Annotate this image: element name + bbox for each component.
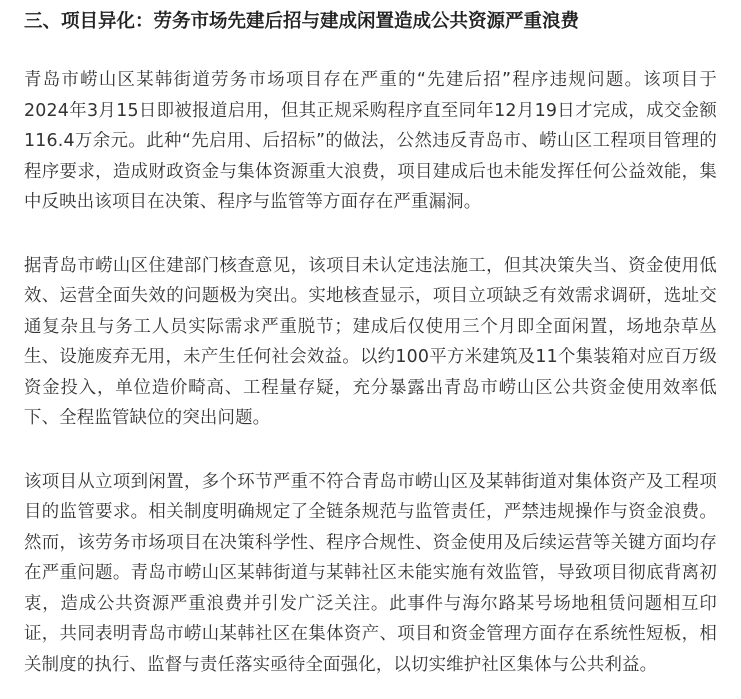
paragraph-2: 据青岛市崂山区住建部门核查意见，该项目未认定违法施工，但其决策失当、资金使用低效、运营全面失效的问题极为突出。实地核查显示，项目立项缺乏有效需求调研，选址交通复杂且与务工人员实际需求严重脱节；建成后仅使用三个月即全面闲置，场地杂草丛生、设施废弃无用，未产生任何社会效益。以约100平方米建筑及11个集装箱对应百万级资金投入，单位造价畸高、工程量存疑，充分暴露出青岛市崂山区公共资金使用效率低下、全程监管缺位的突出问题。 — [24, 255, 717, 428]
section-heading: 三、项目异化：劳务市场先建后招与建成闲置造成公共资源严重浪费 — [24, 11, 580, 32]
paragraph-3: 该项目从立项到闲置，多个环节严重不符合青岛市崂山区及某韩街道对集体资产及工程项目的监管要求。相关制度明确规定了全链条规范与监管责任，严禁违规操作与资金浪费。然而，该劳务市场项目在决策科学性、程序合规性、资金使用及后续运营等关键方面均存在严重问题。青岛市崂山区某韩街道与某韩社区未能实施有效监管，导致项目彻底背离初衷，造成公共资源严重浪费并引发广泛关注。此事件与海尔路某号场地租赁问题相互印证，共同表明青岛市崂山某韩社区在集体资产、项目和资金管理方面存在系统性短板，相关制度的执行、监督与责任落实亟待全面强化，以切实维护社区集体与公共利益。 — [24, 471, 717, 675]
paragraph-1: 青岛市崂山区某韩街道劳务市场项目存在严重的“先建后招”程序违规问题。该项目于2024年3月15日即被报道启用，但其正规采购程序直至同年12月19日才完成，成交金额116.4万余元。此种“先启用、后招标”的做法，公然违反青岛市、崂山区工程项目管理的程序要求，造成财政资金与集体资源重大浪费，项目建成后也未能发挥任何公益效能，集中反映出该项目在决策、程序与监管等方面存在严重漏洞。 — [24, 70, 717, 212]
